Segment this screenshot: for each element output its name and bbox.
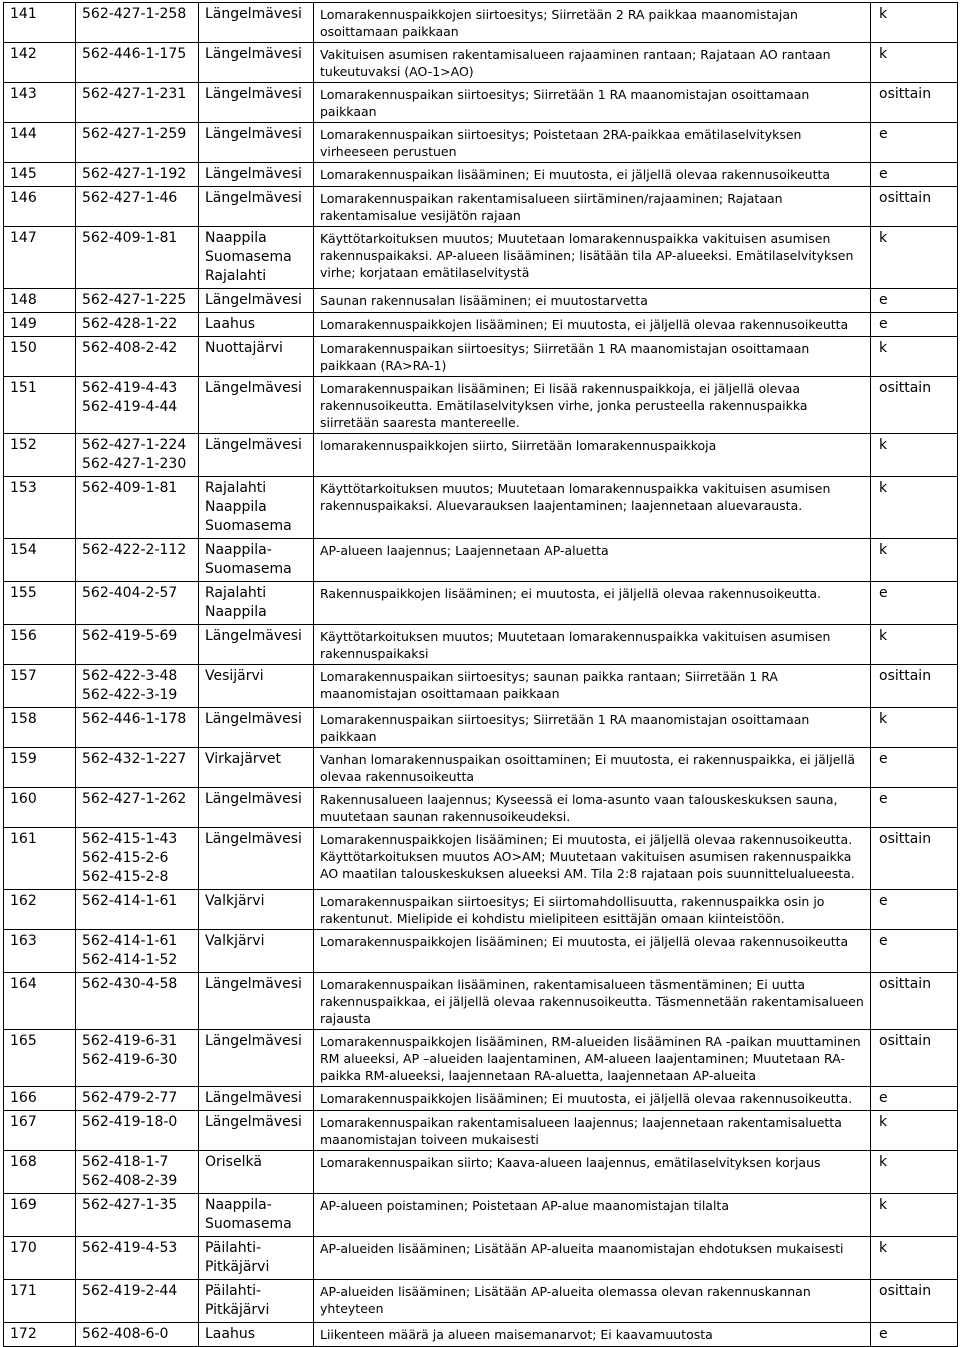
proposal-description: Saunan rakennusalan lisääminen; ei muutostarvetta: [314, 289, 871, 313]
village-names: [199, 1111, 314, 1151]
village-names: [199, 187, 314, 227]
village-names: [199, 313, 314, 337]
table-row: [4, 83, 958, 123]
property-codes: [76, 1237, 199, 1280]
property-code: 562-427-1-258: [82, 6, 187, 22]
table-row: [4, 1323, 958, 1347]
village-names: [199, 3, 314, 43]
decision-status: k: [871, 708, 958, 748]
property-code: 562-408-2-42: [82, 340, 178, 356]
decision-status: k: [871, 1111, 958, 1151]
village-names: [199, 477, 314, 539]
village-name: Oriselkä: [205, 1154, 262, 1170]
property-code: 562-427-1-231: [82, 86, 187, 102]
row-number: 142: [4, 43, 76, 83]
property-code: 562-427-1-225: [82, 292, 187, 308]
property-codes: [76, 163, 199, 187]
village-name: Längelmävesi: [205, 6, 302, 22]
village-names: [199, 1030, 314, 1087]
table-row: [4, 1194, 958, 1237]
table-row: [4, 187, 958, 227]
decision-status: osittain: [871, 187, 958, 227]
village-name: Längelmävesi: [205, 86, 302, 102]
village-names: [199, 163, 314, 187]
village-names: [199, 1237, 314, 1280]
village-name: Längelmävesi: [205, 831, 302, 847]
proposal-description: Liikenteen määrä ja alueen maisemanarvot; Ei kaavamuutosta: [314, 1323, 871, 1347]
table-row: [4, 788, 958, 828]
village-names: [199, 1087, 314, 1111]
proposal-description: Käyttötarkoituksen muutos; Muutetaan lomarakennuspaikka vakituisen asumisen rakennuspaikaksi. AP-alueen lisääminen; lisätään tila AP-alueeksi. Emätilaselvityksen virhe; korjataan emätilaselvitystä: [314, 227, 871, 289]
table-row: [4, 1280, 958, 1323]
decision-status: e: [871, 289, 958, 313]
row-number: 145: [4, 163, 76, 187]
property-code: 562-446-1-175: [82, 46, 187, 62]
property-code: 562-414-1-52: [82, 952, 178, 968]
property-code: 562-419-2-44: [82, 1283, 178, 1299]
table-row: [4, 289, 958, 313]
village-names: [199, 83, 314, 123]
proposal-description: AP-alueiden lisääminen; Lisätään AP-alueita maanomistajan ehdotuksen mukaisesti: [314, 1237, 871, 1280]
row-number: 167: [4, 1111, 76, 1151]
property-code: 562-415-2-6: [82, 850, 169, 866]
property-codes: [76, 1151, 199, 1194]
village-names: [199, 582, 314, 625]
village-name: Vesijärvi: [205, 668, 264, 684]
proposal-description: AP-alueen laajennus; Laajennetaan AP-aluetta: [314, 539, 871, 582]
decision-status: osittain: [871, 83, 958, 123]
village-name: Längelmävesi: [205, 126, 302, 142]
property-code: 562-415-1-43: [82, 831, 178, 847]
proposal-description: Lomarakennuspaikkojen lisääminen; Ei muutosta, ei jäljellä olevaa rakennusoikeutta: [314, 930, 871, 973]
proposal-description: Lomarakennuspaikan rakentamisalueen siirtäminen/rajaaminen; Rajataan rakentamisalue vesijätön rajaan: [314, 187, 871, 227]
proposal-description: Rakennusalueen laajennus; Kyseessä ei loma-asunto vaan talouskeskuksen sauna, muutetaan saunan rakennusoikeudeksi.: [314, 788, 871, 828]
village-name: Laahus: [205, 1326, 255, 1342]
decision-status: k: [871, 3, 958, 43]
village-name: Längelmävesi: [205, 292, 302, 308]
proposal-description: Lomarakennuspaikkojen siirtoesitys; Siirretään 2 RA paikkaa maanomistajan osoittamaan paikkaan: [314, 3, 871, 43]
village-name: Längelmävesi: [205, 791, 302, 807]
village-names: [199, 625, 314, 665]
property-codes: [76, 1323, 199, 1347]
proposal-description: Lomarakennuspaikan lisääminen; Ei muutosta, ei jäljellä olevaa rakennusoikeutta: [314, 163, 871, 187]
property-codes: [76, 289, 199, 313]
property-code: 562-415-2-8: [82, 869, 169, 885]
village-name: Rajalahti: [205, 480, 267, 496]
table-row: [4, 337, 958, 377]
village-name: Pitkäjärvi: [205, 1302, 270, 1318]
proposal-description: Lomarakennuspaikan rakentamisalueen laajennus; laajennetaan rakentamisaluetta maanomistajan toiveen mukaisesti: [314, 1111, 871, 1151]
proposals-table: [3, 2, 958, 1347]
village-names: [199, 665, 314, 708]
decision-status: e: [871, 123, 958, 163]
village-name: Längelmävesi: [205, 46, 302, 62]
table-row: [4, 1151, 958, 1194]
village-names: [199, 434, 314, 477]
table-row: [4, 582, 958, 625]
property-code: 562-430-4-58: [82, 976, 178, 992]
village-name: Längelmävesi: [205, 437, 302, 453]
property-code: 562-419-4-53: [82, 1240, 178, 1256]
village-name: Valkjärvi: [205, 893, 265, 909]
decision-status: e: [871, 163, 958, 187]
decision-status: k: [871, 434, 958, 477]
proposal-description: Lomarakennuspaikan siirtoesitys; Siirretään 1 RA maanomistajan osoittamaan paikkaan: [314, 83, 871, 123]
row-number: 168: [4, 1151, 76, 1194]
property-codes: [76, 1194, 199, 1237]
village-name: Nuottajärvi: [205, 340, 283, 356]
property-codes: [76, 227, 199, 289]
village-name: Längelmävesi: [205, 628, 302, 644]
decision-status: k: [871, 1237, 958, 1280]
village-names: [199, 1151, 314, 1194]
property-codes: [76, 788, 199, 828]
proposal-description: Lomarakennuspaikan lisääminen; Ei lisää rakennuspaikkoja, ei jäljellä olevaa rakennusoikeutta. Emätilaselvityksen virhe, jonka perusteella rakennuspaikka siirretään saaresta mantereelle.: [314, 377, 871, 434]
proposal-description: Lomarakennuspaikkojen lisääminen; Ei muutosta, ei jäljellä olevaa rakennusoikeutta. Käyttötarkoituksen muutos AO>AM; Muutetaan vakituisen asumisen rakennuspaikka AO maatilan talouskeskuksen alueeksi AM. Tila 2:8 rajataan pois suunnittelualueesta.: [314, 828, 871, 890]
village-name: Rajalahti: [205, 268, 267, 284]
village-names: [199, 788, 314, 828]
decision-status: e: [871, 930, 958, 973]
property-code: 562-409-1-81: [82, 230, 178, 246]
property-code: 562-419-5-69: [82, 628, 178, 644]
property-codes: [76, 539, 199, 582]
property-codes: [76, 434, 199, 477]
property-codes: [76, 123, 199, 163]
village-name: Längelmävesi: [205, 190, 302, 206]
property-code: 562-422-3-48: [82, 668, 178, 684]
village-names: [199, 1323, 314, 1347]
decision-status: k: [871, 1194, 958, 1237]
row-number: 170: [4, 1237, 76, 1280]
decision-status: e: [871, 1323, 958, 1347]
village-name: Längelmävesi: [205, 1033, 302, 1049]
property-code: 562-419-4-44: [82, 399, 178, 415]
village-names: [199, 227, 314, 289]
table-row: [4, 3, 958, 43]
village-names: [199, 1280, 314, 1323]
row-number: 147: [4, 227, 76, 289]
village-name: Naappila-: [205, 1197, 272, 1213]
decision-status: k: [871, 227, 958, 289]
village-name: Naappila-: [205, 542, 272, 558]
property-codes: [76, 625, 199, 665]
property-code: 562-427-1-262: [82, 791, 187, 807]
row-number: 148: [4, 289, 76, 313]
property-code: 562-432-1-227: [82, 751, 187, 767]
table-row: [4, 1111, 958, 1151]
decision-status: osittain: [871, 665, 958, 708]
table-row: [4, 930, 958, 973]
property-codes: [76, 1280, 199, 1323]
property-code: 562-446-1-178: [82, 711, 187, 727]
row-number: 161: [4, 828, 76, 890]
decision-status: k: [871, 477, 958, 539]
row-number: 144: [4, 123, 76, 163]
decision-status: k: [871, 539, 958, 582]
proposal-description: Lomarakennuspaikan siirtoesitys; saunan paikka rantaan; Siirretään 1 RA maanomistajan osoittamaan paikkaan: [314, 665, 871, 708]
decision-status: e: [871, 788, 958, 828]
property-code: 562-479-2-77: [82, 1090, 178, 1106]
proposal-description: Käyttötarkoituksen muutos; Muutetaan lomarakennuspaikka vakituisen asumisen rakennuspaikaksi. Aluevarauksen laajentaminen; laajennetaan aluevarausta.: [314, 477, 871, 539]
proposal-description: Lomarakennuspaikan siirtoesitys; Siirretään 1 RA maanomistajan osoittamaan paikkaan: [314, 708, 871, 748]
village-name: Längelmävesi: [205, 166, 302, 182]
proposal-description: Lomarakennuspaikkojen lisääminen, RM-alueiden lisääminen RA -paikan muuttaminen RM alueeksi, AP –alueiden laajentaminen, AM-alueen laajentaminen; Muutetaan RA-paikka RM-alueeksi, laajennetaan RA-aluetta, laajennetaan AP-alueita: [314, 1030, 871, 1087]
village-names: [199, 539, 314, 582]
table-row: [4, 1030, 958, 1087]
village-name: Suomasema: [205, 518, 292, 534]
property-code: 562-427-1-35: [82, 1197, 178, 1213]
table-row: [4, 625, 958, 665]
property-codes: [76, 313, 199, 337]
property-code: 562-408-6-0: [82, 1326, 169, 1342]
table-row: [4, 43, 958, 83]
village-name: Suomasema: [205, 561, 292, 577]
table-row: [4, 123, 958, 163]
row-number: 152: [4, 434, 76, 477]
property-codes: [76, 1111, 199, 1151]
property-codes: [76, 377, 199, 434]
decision-status: osittain: [871, 1280, 958, 1323]
property-codes: [76, 1030, 199, 1087]
village-name: Naappila: [205, 499, 267, 515]
village-names: [199, 337, 314, 377]
property-code: 562-422-3-19: [82, 687, 178, 703]
proposal-description: Rakennuspaikkojen lisääminen; ei muutosta, ei jäljellä olevaa rakennusoikeutta.: [314, 582, 871, 625]
proposal-description: Lomarakennuspaikan lisääminen, rakentamisalueen täsmentäminen; Ei uutta rakennuspaikkaa, ei jäljellä olevaa rakennusoikeutta. Täsmennetään rakentamisalueen rajausta: [314, 973, 871, 1030]
row-number: 172: [4, 1323, 76, 1347]
decision-status: k: [871, 337, 958, 377]
proposal-description: Lomarakennuspaikan siirtoesitys; Poistetaan 2RA-paikkaa emätilaselvityksen virheeseen perustuen: [314, 123, 871, 163]
village-name: Päilahti-: [205, 1240, 262, 1256]
table-row: [4, 665, 958, 708]
decision-status: k: [871, 625, 958, 665]
property-code: 562-419-18-0: [82, 1114, 178, 1130]
proposal-description: AP-alueiden lisääminen; Lisätään AP-alueita olemassa olevan rakennuskannan yhteyteen: [314, 1280, 871, 1323]
decision-status: e: [871, 313, 958, 337]
village-names: [199, 289, 314, 313]
row-number: 150: [4, 337, 76, 377]
property-code: 562-408-2-39: [82, 1173, 178, 1189]
row-number: 153: [4, 477, 76, 539]
property-codes: [76, 930, 199, 973]
property-code: 562-427-1-192: [82, 166, 187, 182]
property-codes: [76, 582, 199, 625]
decision-status: osittain: [871, 973, 958, 1030]
decision-status: e: [871, 748, 958, 788]
decision-status: k: [871, 1151, 958, 1194]
table-row: [4, 227, 958, 289]
property-code: 562-419-6-31: [82, 1033, 178, 1049]
proposal-description: lomarakennuspaikkojen siirto, Siirretään lomarakennuspaikkoja: [314, 434, 871, 477]
decision-status: e: [871, 890, 958, 930]
property-code: 562-427-1-46: [82, 190, 178, 206]
property-codes: [76, 828, 199, 890]
row-number: 163: [4, 930, 76, 973]
row-number: 158: [4, 708, 76, 748]
village-name: Längelmävesi: [205, 1114, 302, 1130]
village-name: Längelmävesi: [205, 976, 302, 992]
village-name: Pitkäjärvi: [205, 1259, 270, 1275]
row-number: 146: [4, 187, 76, 227]
property-code: 562-419-4-43: [82, 380, 178, 396]
proposal-description: Lomarakennuspaikkojen lisääminen; Ei muutosta, ei jäljellä olevaa rakennusoikeutta.: [314, 1087, 871, 1111]
village-name: Rajalahti: [205, 585, 267, 601]
village-name: Valkjärvi: [205, 933, 265, 949]
village-name: Suomasema: [205, 1216, 292, 1232]
property-code: 562-427-1-259: [82, 126, 187, 142]
property-code: 562-419-6-30: [82, 1052, 178, 1068]
village-name: Naappila: [205, 230, 267, 246]
village-names: [199, 890, 314, 930]
property-code: 562-418-1-7: [82, 1154, 169, 1170]
row-number: 143: [4, 83, 76, 123]
row-number: 171: [4, 1280, 76, 1323]
row-number: 162: [4, 890, 76, 930]
village-name: Längelmävesi: [205, 1090, 302, 1106]
village-names: [199, 1194, 314, 1237]
village-names: [199, 708, 314, 748]
property-codes: [76, 748, 199, 788]
decision-status: e: [871, 582, 958, 625]
proposal-description: Käyttötarkoituksen muutos; Muutetaan lomarakennuspaikka vakituisen asumisen rakennuspaikaksi: [314, 625, 871, 665]
table-row: [4, 434, 958, 477]
proposal-description: Lomarakennuspaikan siirtoesitys; Siirretään 1 RA maanomistajan osoittamaan paikkaan (RA>RA-1): [314, 337, 871, 377]
property-codes: [76, 1087, 199, 1111]
row-number: 157: [4, 665, 76, 708]
property-code: 562-409-1-81: [82, 480, 178, 496]
property-codes: [76, 890, 199, 930]
village-name: Naappila: [205, 604, 267, 620]
proposal-description: Lomarakennuspaikan siirto; Kaava-alueen laajennus, emätilaselvityksen korjaus: [314, 1151, 871, 1194]
row-number: 169: [4, 1194, 76, 1237]
village-name: Suomasema: [205, 249, 292, 265]
row-number: 166: [4, 1087, 76, 1111]
table-body: [4, 3, 958, 1347]
property-codes: [76, 83, 199, 123]
property-codes: [76, 708, 199, 748]
property-codes: [76, 187, 199, 227]
table-row: [4, 973, 958, 1030]
proposal-description: Vanhan lomarakennuspaikan osoittaminen; Ei muutosta, ei rakennuspaikka, ei jäljellä olevaa rakennusoikeutta: [314, 748, 871, 788]
property-codes: [76, 337, 199, 377]
row-number: 164: [4, 973, 76, 1030]
property-code: 562-414-1-61: [82, 933, 178, 949]
property-codes: [76, 3, 199, 43]
proposal-description: Vakituisen asumisen rakentamisalueen rajaaminen rantaan; Rajataan AO rantaan tukeutuvaksi (AO-1>AO): [314, 43, 871, 83]
table-row: [4, 748, 958, 788]
village-name: Päilahti-: [205, 1283, 262, 1299]
table-row: [4, 539, 958, 582]
row-number: 160: [4, 788, 76, 828]
property-code: 562-427-1-224: [82, 437, 187, 453]
table-row: [4, 708, 958, 748]
row-number: 156: [4, 625, 76, 665]
property-code: 562-422-2-112: [82, 542, 187, 558]
village-names: [199, 828, 314, 890]
decision-status: k: [871, 43, 958, 83]
village-names: [199, 43, 314, 83]
proposal-description: AP-alueen poistaminen; Poistetaan AP-alue maanomistajan tilalta: [314, 1194, 871, 1237]
property-code: 562-414-1-61: [82, 893, 178, 909]
property-code: 562-428-1-22: [82, 316, 178, 332]
row-number: 165: [4, 1030, 76, 1087]
table-row: [4, 163, 958, 187]
village-name: Virkajärvet: [205, 751, 281, 767]
table-row: [4, 477, 958, 539]
property-code: 562-404-2-57: [82, 585, 178, 601]
table-row: [4, 1087, 958, 1111]
table-row: [4, 1237, 958, 1280]
property-codes: [76, 477, 199, 539]
decision-status: osittain: [871, 377, 958, 434]
village-name: Längelmävesi: [205, 711, 302, 727]
village-names: [199, 930, 314, 973]
table-row: [4, 377, 958, 434]
proposal-description: Lomarakennuspaikkojen lisääminen; Ei muutosta, ei jäljellä olevaa rakennusoikeutta: [314, 313, 871, 337]
proposal-description: Lomarakennuspaikan siirtoesitys; Ei siirtomahdollisuutta, rakennuspaikka osin jo rakentunut. Mielipide ei kohdistu mielipiteen esittäjän omaan kiinteistöön.: [314, 890, 871, 930]
village-names: [199, 748, 314, 788]
row-number: 151: [4, 377, 76, 434]
property-codes: [76, 973, 199, 1030]
row-number: 159: [4, 748, 76, 788]
village-name: Laahus: [205, 316, 255, 332]
property-codes: [76, 665, 199, 708]
village-names: [199, 123, 314, 163]
table-row: [4, 828, 958, 890]
table-row: [4, 313, 958, 337]
property-codes: [76, 43, 199, 83]
decision-status: e: [871, 1087, 958, 1111]
village-names: [199, 377, 314, 434]
row-number: 141: [4, 3, 76, 43]
village-names: [199, 973, 314, 1030]
village-name: Längelmävesi: [205, 380, 302, 396]
decision-status: osittain: [871, 828, 958, 890]
row-number: 154: [4, 539, 76, 582]
decision-status: osittain: [871, 1030, 958, 1087]
property-code: 562-427-1-230: [82, 456, 187, 472]
table-row: [4, 890, 958, 930]
row-number: 149: [4, 313, 76, 337]
row-number: 155: [4, 582, 76, 625]
